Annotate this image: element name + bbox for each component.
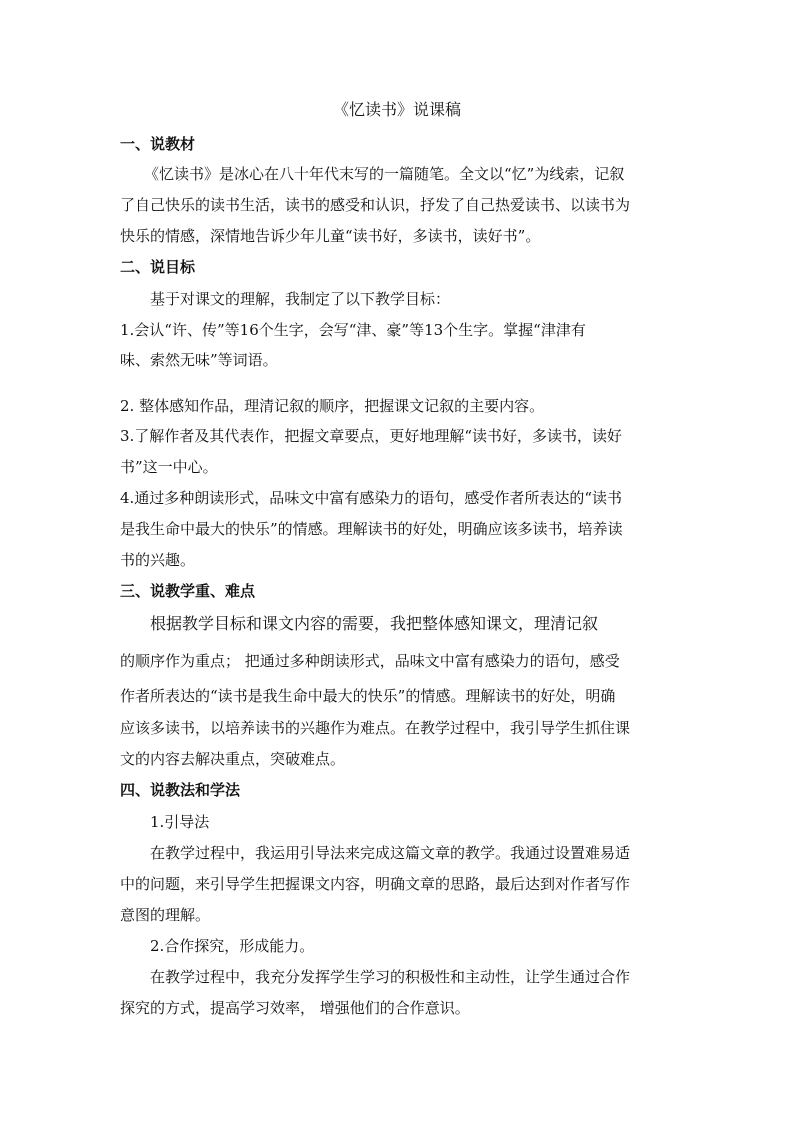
paragraph-line: 在教学过程中，我运用引导法来完成这篇文章的教学。我通过设置难易适	[150, 844, 631, 862]
paragraph-line: 基于对课文的理解，我制定了以下教学目标：	[150, 290, 451, 308]
paragraph-line: 《忆读书》是冰心在八十年代末写的一篇随笔。全文以“忆”为线索，记叙	[144, 165, 625, 183]
list-item-line: 3.了解作者及其代表作，把握文章要点，更好地理解“读书好，多读书，读好	[120, 427, 622, 445]
section-heading-methods: 四、说教法和学法	[120, 781, 241, 799]
paragraph-line: 的顺序作为重点； 把通过多种朗读形式，品味文中富有感染力的语句，感受	[120, 652, 620, 670]
list-item-line: 4.通过多种朗读形式，品味文中富有感染力的语句，感受作者所表达的“读书	[120, 489, 622, 507]
paragraph-line: 根据教学目标和课文内容的需要，我把整体感知课文，理清记叙	[150, 614, 599, 633]
paragraph-line: 探究的方式，提高学习效率， 增强他们的合作意识。	[120, 999, 470, 1017]
paragraph-line: 在教学过程中，我充分发挥学生学习的积极性和主动性，让学生通过合作	[150, 968, 631, 986]
list-item-line: 是我生命中最大的快乐”的情感。理解读书的好处，明确应该多读书，培养读	[120, 520, 623, 538]
paragraph-line: 了自己快乐的读书生活，读书的感受和认识，抒发了自己热爱读书、以读书为	[120, 196, 631, 214]
section-heading-key-points: 三、说教学重、难点	[120, 582, 256, 600]
list-item-line: 2. 整体感知作品，理清记叙的顺序，把握课文记叙的主要内容。	[120, 397, 545, 415]
section-heading-objectives: 二、说目标	[120, 258, 196, 276]
section-heading-textbook: 一、说教材	[120, 135, 196, 153]
paragraph-line: 中的问题，来引导学生把握课文内容，明确文章的思路，最后达到对作者写作	[120, 875, 631, 893]
paragraph-line: 快乐的情感，深情地告诉少年儿童“读书好，多读书，读好书”。	[120, 227, 541, 245]
document-title: 《忆读书》说课稿	[332, 100, 461, 119]
paragraph-line: 文的内容去解决重点，突破难点。	[120, 750, 346, 768]
list-item-line: 书的兴趣。	[120, 551, 196, 569]
list-item-line: 味、索然无味”等词语。	[120, 351, 278, 369]
paragraph-line: 作者所表达的“读书是我生命中最大的快乐”的情感。理解读书的好处，明确	[120, 687, 616, 705]
list-item-line: 1.会认“许、传”等16个生字，会写“津、豪”等13个生字。掌握“津津有	[120, 321, 586, 339]
subheading-line: 1.引导法	[150, 813, 210, 831]
paragraph-line: 意图的理解。	[120, 906, 211, 924]
paragraph-line: 应该多读书，以培养读书的兴趣作为难点。在教学过程中，我引导学生抓住课	[120, 719, 631, 737]
subheading-line: 2.合作探究，形成能力。	[150, 937, 315, 955]
list-item-line: 书”这一中心。	[120, 458, 218, 476]
